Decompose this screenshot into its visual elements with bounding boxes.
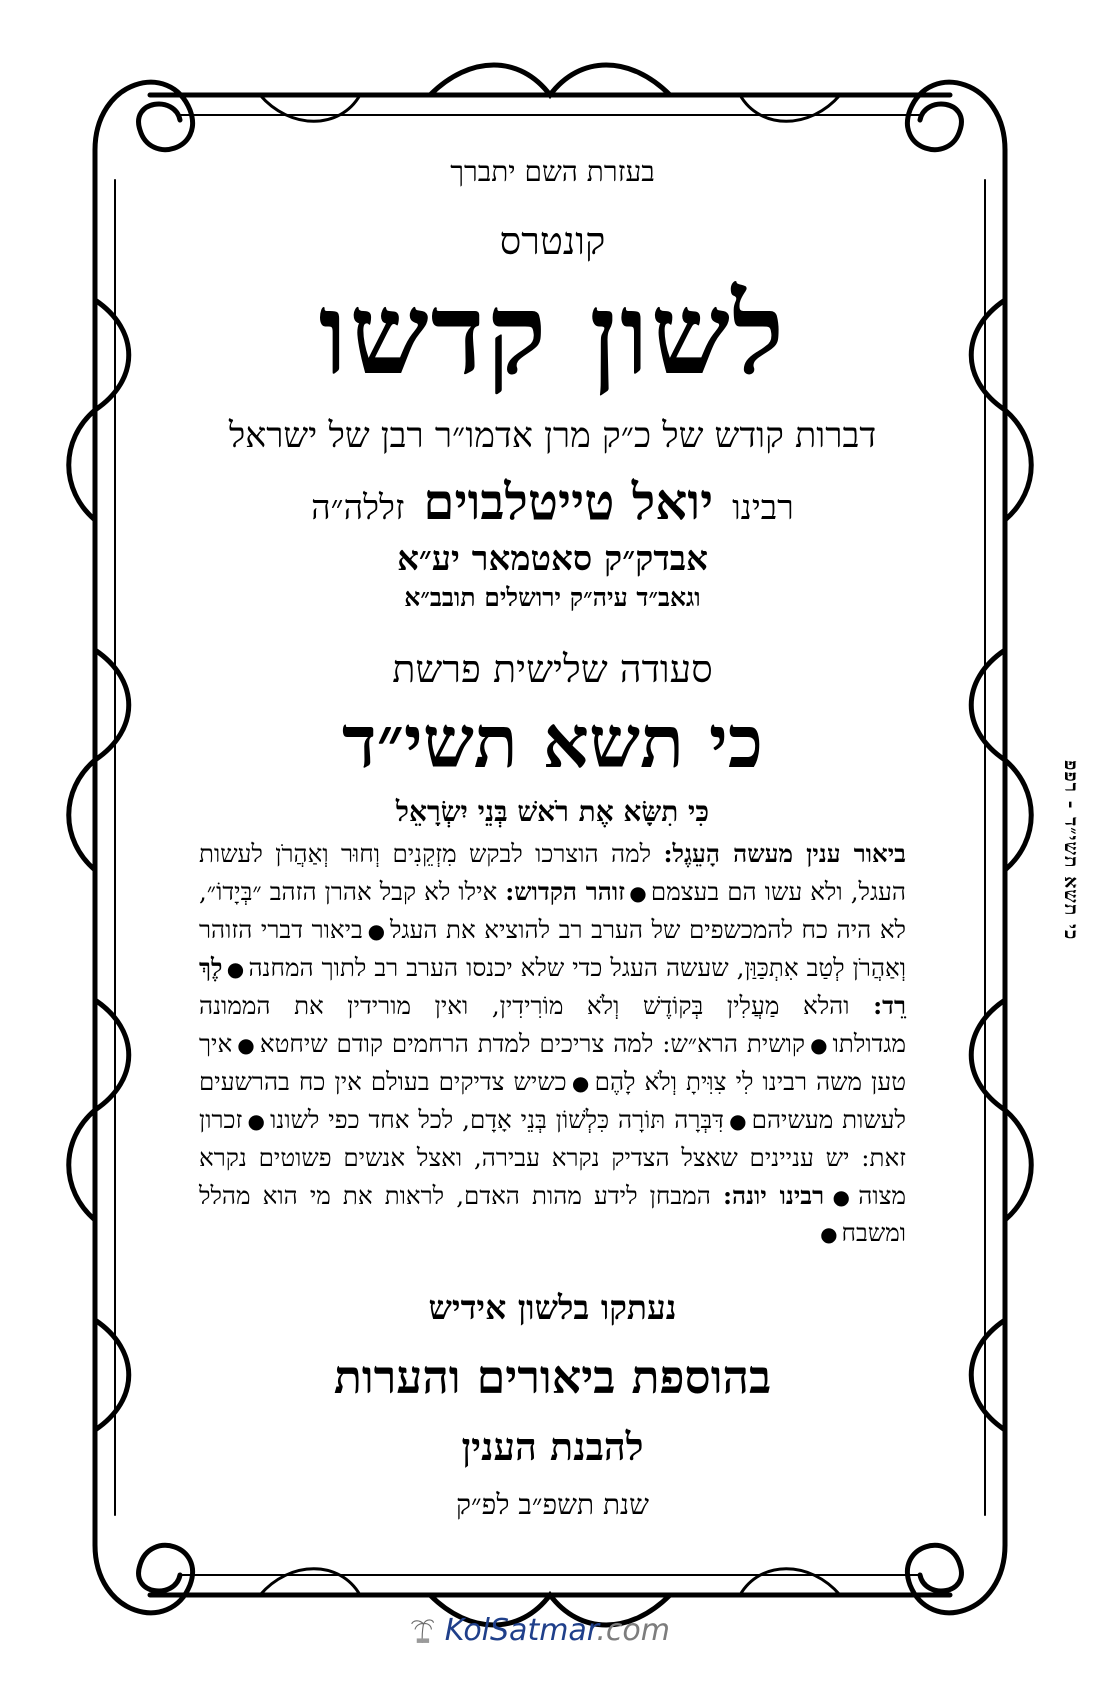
footer-logo[interactable] <box>410 1600 670 1660</box>
bullet-icon: ● <box>226 956 245 981</box>
verse: כִּי תִשָּׂא אֶת רֹאשׁ בְּנֵי יִשְׂרָאֵל <box>395 794 710 828</box>
brand-name <box>445 1613 670 1648</box>
topic-item: קושית הרא״ש: למה צריכים למדת הרחמים קודם שיחטא <box>259 1028 805 1058</box>
title-page <box>195 145 910 1565</box>
kuntres-label: קונטרס <box>499 219 606 263</box>
additions-note: בהוספת ביאורים והערות <box>333 1350 772 1405</box>
author-prefix: רבינו <box>732 487 794 528</box>
bullet-icon: ● <box>366 918 386 943</box>
topic-item: זכרון זאת: יש עניינים שאצל הצדיק נקרא עבירה, ואצל אנשים פשוטים נקרא מצוה <box>199 1104 906 1210</box>
bullet-icon: ● <box>570 1070 591 1095</box>
topic-item: זוהר הקדוש: אילו לא קבל אהרן הזהב ״בְּיָדוֹ״, לא היה כח להמכשפים של הערב רב להוציא את העגל <box>199 876 906 944</box>
author-line-3: אבדק״ק סאטמאר יע״א <box>397 538 708 579</box>
main-title: לשון קדשו <box>318 269 787 400</box>
author-suffix: זללה״ה <box>311 487 405 528</box>
understanding-note: להבנת הענין <box>461 1424 644 1470</box>
bullet-icon: ● <box>820 1222 838 1247</box>
author-line-4: וגאב״ד עיה״ק ירושלים תובב״א <box>404 582 701 612</box>
topic-item: ביאור ענין מעשה הָעֵגֶל: למה הוצרכו לבקש מִזְקֵנִים וְחוּר וְאַהֲרֹן לעשות העגל, ולא עשו הם בעצמם <box>199 838 906 906</box>
occasion-parsha: כי תשא תשי״ד <box>341 698 764 784</box>
bullet-icon: ● <box>727 1108 748 1133</box>
topic-lead: זוהר הקדוש: <box>505 876 625 906</box>
bullet-icon: ● <box>828 1184 855 1209</box>
author-line-1: דברות קודש של כ״ק מרן אדמו״ר רבן של ישראל <box>228 415 877 456</box>
side-note: כי תשא תשי״ד - רפפ <box>1060 760 1082 941</box>
author-name-line <box>195 472 910 531</box>
palm-tree-icon <box>410 1605 435 1655</box>
topic-lead: רבינו יונה: <box>722 1180 825 1210</box>
bullet-icon: ● <box>246 1108 267 1133</box>
topic-lead: לֶךְ רֵד: <box>199 952 906 1020</box>
topic-item: דִּבְּרָה תּוֹרָה כִּלְשׁוֹן בְּנֵי אָדָם, לכל אחד כפי לשונו <box>270 1104 724 1134</box>
topics-summary <box>195 835 910 1253</box>
year-line: שנת תשפ״ב לפ״ק <box>456 1488 649 1522</box>
brand-domain: .com <box>596 1612 670 1648</box>
topic-item: רבינו יונה: המבחן לידע מהות האדם, לראות את מי הוא מהלל ומשבח <box>199 1180 906 1248</box>
topic-item: איך טען משה רבינו לִי צִוִּיתָ וְלֹא לָהֶם <box>199 1028 907 1096</box>
brand-text: KolSatmar <box>444 1612 597 1648</box>
bullet-icon: ● <box>628 880 647 905</box>
translated-note: נעתקו בלשון אידיש <box>428 1288 677 1328</box>
topic-lead: ביאור ענין מעשה הָעֵגֶל: <box>663 838 906 868</box>
topic-item: ביאור דברי הזוהר וְאַהֲרֹן לְטַב אִתְכַּוַּן, שעשה העגל כדי שלא יכנסו הערב רב לתוך המחנה <box>199 914 907 982</box>
bullet-icon: ● <box>236 1032 256 1057</box>
occasion-seuda: סעודה שלישית פרשת <box>392 646 713 691</box>
topic-item: לֶךְ רֵד: והלא מַעֲלִין בְּקוֹדֶשׁ וְלֹא מוֹרִידִין, ואין מורידין את הממונה מגדולתו <box>199 952 906 1058</box>
blessing-header: בעזרת השם יתברך <box>450 155 655 188</box>
topic-item: כשיש צדיקים בעולם אין כח בהרשעים לעשות מעשיהם <box>199 1066 907 1134</box>
author-name: יואל טייטלבוים <box>423 471 714 531</box>
bullet-icon: ● <box>808 1032 829 1057</box>
